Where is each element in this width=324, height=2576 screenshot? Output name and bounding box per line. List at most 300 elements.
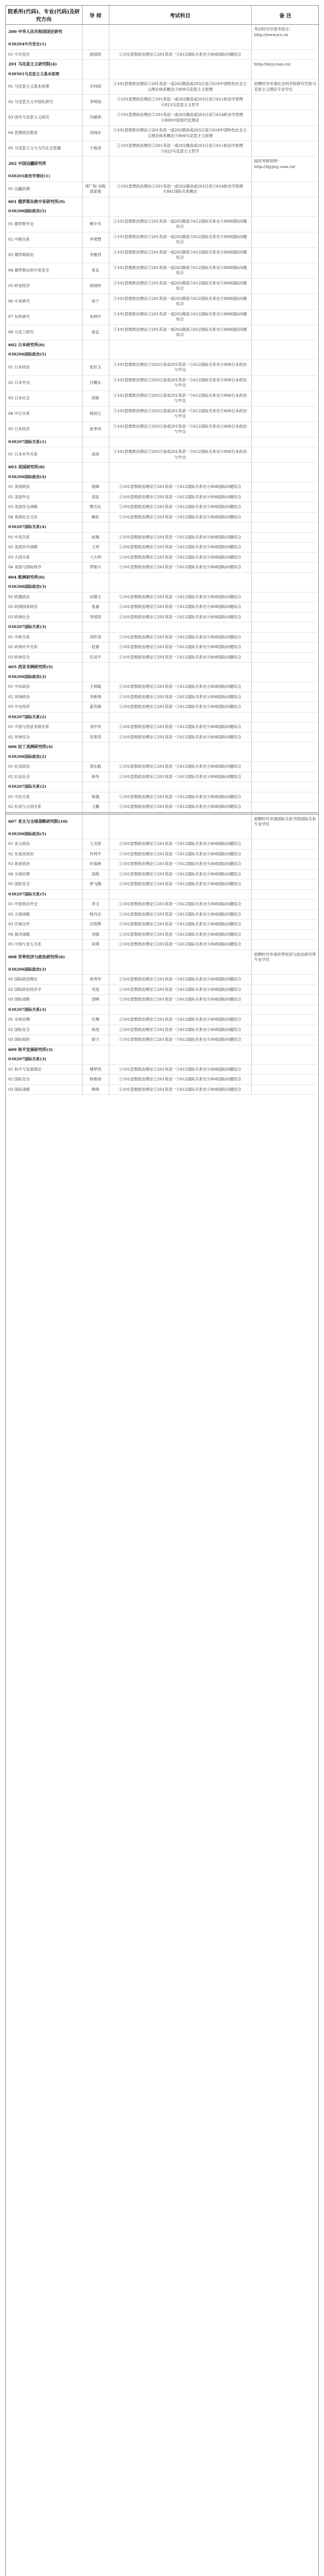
remarks-cell — [251, 742, 319, 752]
department-row — [6, 663, 319, 672]
remarks-cell — [251, 543, 319, 553]
unit-cell: 02 非洲政治 — [6, 692, 82, 702]
supervisor-cell — [82, 463, 109, 472]
table-row — [6, 869, 319, 879]
exam-cell: ①101思想政治理论②201英语一③612国际关系史④808国际问题综合 — [109, 632, 251, 642]
supervisor-cell: 袁征 — [82, 492, 109, 502]
unit-cell: 07 东欧研究 — [6, 309, 82, 325]
exam-cell: ①101思想政治理论②201英语一③612国际关系史④808国际问题综合 — [109, 940, 251, 950]
remarks-cell — [251, 563, 319, 573]
supervisor-cell: 姜英梅 — [82, 702, 109, 713]
exam-cell: ①101思想政治理论②203日语或201英语一③612国际关系史④808日本政治与外交 — [109, 360, 251, 375]
supervisor-cell — [82, 157, 109, 172]
remarks-cell — [251, 375, 319, 391]
unit-cell: 030206国际政治(3) — [6, 672, 82, 682]
remarks-cell — [251, 642, 319, 653]
remarks-cell — [251, 1025, 319, 1035]
supervisor-cell: 樊吉社 — [82, 502, 109, 513]
table-row — [6, 391, 319, 406]
department-row — [6, 157, 319, 172]
department-row — [6, 742, 319, 752]
remarks-cell — [251, 672, 319, 682]
remarks-cell — [251, 1045, 319, 1055]
exam-cell: ①101思想政治理论②201英语一③612国际关系史④808国际问题综合 — [109, 682, 251, 692]
supervisor-cell — [82, 172, 109, 181]
unit-cell: 030207国际关系(5) — [6, 889, 82, 900]
unit-cell: 02 国际安全 — [6, 1075, 82, 1085]
exam-cell: ①101思想政治理论②201英语一③612国际关系史④808国际问题综合 — [109, 1075, 251, 1085]
exam-cell: ①101思想政治理论②201英语一③612国际关系史④808国际问题综合 — [109, 722, 251, 733]
table-row — [6, 772, 319, 782]
supervisor-cell: 姬虹 — [82, 512, 109, 522]
supervisor-cell — [82, 1005, 109, 1015]
remarks-cell — [251, 197, 319, 207]
supervisor-cell: 曲国凯 — [82, 49, 109, 60]
unit-cell: 03 国外马克思主义研究 — [6, 110, 82, 126]
unit-cell: 030206国际政治(5) — [6, 207, 82, 216]
major-row — [6, 172, 319, 181]
table-row — [6, 294, 319, 309]
remarks-cell: http://myy.cssn.cn/ — [254, 62, 291, 66]
supervisor-cell — [82, 197, 109, 207]
table-row — [6, 702, 319, 713]
unit-cell: 02 欧洲对外关系 — [6, 642, 82, 653]
remarks-cell — [251, 263, 319, 278]
table-row — [6, 552, 319, 563]
header-row — [6, 6, 319, 25]
table-row — [6, 642, 319, 653]
table-row — [6, 762, 319, 772]
table-row — [6, 447, 319, 463]
unit-cell: 01 日本政治 — [6, 360, 82, 375]
exam-cell — [109, 1005, 251, 1015]
department-row — [6, 950, 319, 965]
unit-cell: 607 亚太与全球战略研究院(10) — [6, 815, 82, 829]
unit-cell: 030206国际政治(3) — [6, 965, 82, 975]
table-row — [6, 532, 319, 543]
unit-cell: 03 大国关系 — [6, 552, 82, 563]
supervisor-cell — [82, 663, 109, 672]
unit-cell: 02 拉美与大国关系 — [6, 802, 82, 812]
remarks-cell — [251, 216, 319, 232]
exam-cell: ①101思想政治理论②201英语一③612国际关系史④808国际问题综合 — [109, 909, 251, 920]
exam-cell: ①101思想政治理论②201英语一③612国际关系史④808国际问题综合 — [109, 642, 251, 653]
unit-cell: 202 中国边疆研究所 — [6, 157, 82, 172]
supervisor-cell: 罗振兴 — [82, 563, 109, 573]
exam-cell: ①101思想政治理论②201英语一③612国际关系史④808国际问题综合 — [109, 543, 251, 553]
supervisor-cell — [82, 582, 109, 592]
table-row — [6, 920, 319, 930]
supervisor-cell — [82, 712, 109, 722]
unit-cell: 01 欧盟政治 — [6, 592, 82, 602]
table-row — [6, 632, 319, 642]
exam-cell: ①101思想政治理论②201英语一③612国际关系史④808国际问题综合 — [109, 762, 251, 772]
remarks-cell — [251, 552, 319, 563]
supervisor-cell: 辛向阳 — [82, 79, 109, 95]
unit-cell: 01 国际政治理论 — [6, 975, 82, 985]
remarks-cell — [251, 652, 319, 663]
remarks-cell — [251, 612, 319, 622]
exam-cell: ①101思想政治理论②201英语一③612国际关系史④808国际问题综合 — [109, 732, 251, 742]
remarks-cell — [251, 920, 319, 930]
supervisor-cell: 李雅君 — [82, 247, 109, 263]
supervisor-cell — [82, 950, 109, 965]
table-row — [6, 216, 319, 232]
supervisor-cell — [82, 207, 109, 216]
supervisor-cell: 吕耀东 — [82, 375, 109, 391]
unit-cell: 601 俄罗斯东欧中亚研究所(9) — [6, 197, 82, 207]
supervisor-cell — [82, 25, 109, 40]
unit-cell: 030207国际关系(2) — [6, 782, 82, 792]
major-row — [6, 437, 319, 447]
unit-cell: 01 俄罗斯外交 — [6, 216, 82, 232]
unit-cell: 030501马克思主义基本原理 — [6, 70, 82, 79]
exam-cell: ①101思想政治理论②201英语一③612国际关系史④808国际问题综合 — [109, 482, 251, 493]
unit-cell: 05 中国与亚太关系 — [6, 940, 82, 950]
unit-cell: 05 欧亚经济 — [6, 278, 82, 294]
unit-cell: 030207国际关系(3) — [6, 622, 82, 633]
remarks-cell — [251, 849, 319, 859]
table-row — [6, 732, 319, 742]
remarks-cell — [251, 421, 319, 437]
unit-cell: 030206国际政治(2) — [6, 752, 82, 762]
unit-cell: 605 西亚非洲研究所(5) — [6, 663, 82, 672]
supervisor-cell: 韩锋 — [82, 1084, 109, 1095]
exam-cell — [109, 829, 251, 839]
unit-cell: 01 亚太政治 — [6, 839, 82, 850]
exam-cell — [109, 782, 251, 792]
remarks-cell — [251, 110, 319, 126]
supervisor-cell: 杨希雨 — [82, 1075, 109, 1085]
unit-cell: 03 日本社会 — [6, 391, 82, 406]
table-row — [6, 849, 319, 859]
supervisor-cell: 朱锋 — [82, 940, 109, 950]
remarks-cell — [251, 522, 319, 533]
unit-cell: 603 美国研究所(8) — [6, 463, 82, 472]
unit-cell: 04 中日关系 — [6, 406, 82, 421]
supervisor-cell — [82, 742, 109, 752]
table-row — [6, 141, 319, 157]
exam-cell: ①101思想政治理论②201英语一或202俄语③612国际关系史④808国际问题综合 — [109, 309, 251, 325]
major-row — [6, 889, 319, 900]
supervisor-cell: 张季风 — [82, 421, 109, 437]
unit-cell: 03 南亚政治 — [6, 859, 82, 870]
exam-cell: ①101思想政治理论②201英语一③612国际关系史④808国际问题综合 — [109, 1025, 251, 1035]
exam-cell: ①101思想政治理论②203日语或201英语一③612国际关系史④808日本政治与外交 — [109, 447, 251, 463]
remarks-cell — [251, 350, 319, 360]
unit-cell: 04 思想政治教育 — [6, 126, 82, 141]
remarks-cell — [251, 95, 319, 110]
remarks-cell — [251, 929, 319, 940]
table-body-part-2 — [6, 815, 319, 1095]
exam-cell: ①101思想政治理论②201英语一③612国际关系史④808国际问题综合 — [109, 602, 251, 613]
unit-cell: 02 美国对外战略 — [6, 543, 82, 553]
major-row — [6, 1005, 319, 1015]
exam-cell: ①101思想政治理论②201英语一③612国际关系史④808国际问题综合 — [109, 692, 251, 702]
supervisor-cell: 张弘 — [82, 263, 109, 278]
exam-cell — [109, 572, 251, 582]
department-row — [6, 25, 319, 40]
table-row — [6, 692, 319, 702]
unit-cell: 02 非洲安全 — [6, 732, 82, 742]
table-row — [6, 421, 319, 437]
remarks-cell — [251, 722, 319, 733]
unit-cell: 04 美国社会文化 — [6, 512, 82, 522]
remarks-cell — [251, 482, 319, 493]
table-row — [6, 79, 319, 95]
exam-cell: ①101思想政治理论②201英语一或202俄语或203日语③614政治学原理④841国际关系概论 — [109, 181, 251, 197]
unit-cell: 01 美国政治 — [6, 482, 82, 493]
supervisor-cell: 高程 — [82, 869, 109, 879]
remarks-cell — [251, 762, 319, 772]
unit-cell: 01 拉美政治 — [6, 762, 82, 772]
table-row — [6, 406, 319, 421]
unit-cell: 02 国际政治经济学 — [6, 985, 82, 995]
table-row — [6, 879, 319, 890]
remarks-cell — [251, 582, 319, 592]
supervisor-cell: 薛力 — [82, 1035, 109, 1045]
supervisor-cell: 赵晨 — [82, 642, 109, 653]
remarks-cell — [251, 792, 319, 802]
exam-cell: ①101思想政治理论②201英语一③612国际关系史④808国际问题综合 — [109, 995, 251, 1005]
table-row — [6, 95, 319, 110]
unit-cell: 02 日本外交 — [6, 375, 82, 391]
department-row — [6, 572, 319, 582]
exam-cell: ①101思想政治理论②201英语一③612国际关系史④808国际问题综合 — [109, 702, 251, 713]
supervisor-cell: 李勇慧 — [82, 232, 109, 247]
exam-cell: ①101思想政治理论②201英语一或202俄语③612国际关系史④808国际问题综合 — [109, 247, 251, 263]
remarks-cell — [251, 309, 319, 325]
supervisor-cell — [82, 522, 109, 533]
remarks-cell — [251, 802, 319, 812]
exam-cell: ①101思想政治理论②201英语一③612国际关系史④808国际问题综合 — [109, 792, 251, 802]
exam-cell: ①101思想政治理论②203日语或201英语一③612国际关系史④808日本政治与外交 — [109, 421, 251, 437]
supervisor-cell: 杨丹志 — [82, 909, 109, 920]
remarks-cell — [251, 294, 319, 309]
supervisor-cell: 杨伯江 — [82, 406, 109, 421]
unit-cell: 02 大国战略 — [6, 909, 82, 920]
table-row — [6, 1084, 319, 1095]
remarks-cell — [251, 1055, 319, 1064]
supervisor-cell: 柴瑜 — [82, 792, 109, 802]
remarks-cell — [251, 965, 319, 975]
unit-cell: 030207国际关系(4) — [6, 522, 82, 533]
supervisor-cell: 倪峰 — [82, 482, 109, 493]
department-row — [6, 463, 319, 472]
exam-cell — [109, 472, 251, 482]
table-row — [6, 502, 319, 513]
remarks-cell — [251, 869, 319, 879]
supervisor-cell: 张弘 — [82, 325, 109, 340]
table-row — [6, 1015, 319, 1025]
remarks-cell — [251, 1005, 319, 1015]
major-row — [6, 829, 319, 839]
remarks-cell — [251, 692, 319, 702]
unit-cell: 02 欧洲国家政治 — [6, 602, 82, 613]
supervisor-cell: 安春英 — [82, 732, 109, 742]
table-body-part-1 — [6, 25, 319, 812]
remarks-cell: 招聘时可申请社会科学院研究生院马克思主义理论专业学位 — [251, 79, 319, 95]
table-row — [6, 602, 319, 613]
exam-cell: ①101思想政治理论②201英语一③612国际关系史④808国际问题综合 — [109, 929, 251, 940]
supervisor-cell: 胡澎 — [82, 391, 109, 406]
supervisor-cell — [82, 40, 109, 49]
remarks-cell — [251, 663, 319, 672]
unit-cell: 02 国际安全 — [6, 1025, 82, 1035]
exam-cell — [109, 950, 251, 965]
supervisor-cell: 李明灿 — [82, 95, 109, 110]
table-row — [6, 375, 319, 391]
remarks-cell — [251, 447, 319, 463]
supervisor-cell: 刁大明 — [82, 552, 109, 563]
unit-cell: 03 欧洲安全 — [6, 652, 82, 663]
major-row — [6, 522, 319, 533]
table-row — [6, 1035, 319, 1045]
remarks-cell — [251, 360, 319, 375]
remarks-cell — [251, 278, 319, 294]
unit-cell: 030206国际政治(3) — [6, 582, 82, 592]
exam-cell: ①101思想政治理论②201英语一③612国际关系史④808国际问题综合 — [109, 839, 251, 850]
remarks-cell — [251, 232, 319, 247]
remarks-cell — [251, 512, 319, 522]
remarks-cell — [251, 1064, 319, 1075]
remarks-cell — [251, 975, 319, 985]
exam-cell — [109, 157, 251, 172]
unit-cell: 05 马克思主义与当代社会思潮 — [6, 141, 82, 157]
exam-cell — [109, 752, 251, 762]
supervisor-cell — [82, 70, 109, 79]
supervisor-cell: 朱晓中 — [82, 309, 109, 325]
unit-cell: 030207国际关系(3) — [6, 1005, 82, 1015]
unit-cell: 03 中东经济 — [6, 702, 82, 713]
remarks-cell — [251, 995, 319, 1005]
supervisor-cell — [82, 1045, 109, 1055]
table-row — [6, 985, 319, 995]
exam-cell — [109, 742, 251, 752]
unit-cell: 01 马克思主义基本原理 — [6, 79, 82, 95]
table-row — [6, 512, 319, 522]
table-row — [6, 1064, 319, 1075]
table-row — [6, 543, 319, 553]
remarks-cell — [251, 325, 319, 340]
unit-cell: 604 欧洲研究所(6) — [6, 572, 82, 582]
exam-cell — [109, 622, 251, 633]
supervisor-cell: 张宁 — [82, 294, 109, 309]
supervisor-cell: 邢广程 刘俊 邵家骏 — [82, 181, 109, 197]
exam-cell: ①101思想政治理论②201英语一③612国际关系史④808国际问题综合 — [109, 802, 251, 812]
unit-cell: 01 中欧关系 — [6, 632, 82, 642]
table-row — [6, 492, 319, 502]
unit-cell: 01 中共党史 — [6, 49, 82, 60]
unit-cell: 02 中俄关系 — [6, 232, 82, 247]
table-row — [6, 309, 319, 325]
supervisor-cell — [82, 672, 109, 682]
exam-cell: ①101思想政治理论②201英语一③612国际关系史④808国际问题综合 — [109, 492, 251, 502]
major-row — [6, 1055, 319, 1064]
supervisor-cell — [82, 60, 109, 70]
exam-cell: ①101思想政治理论②201英语一或202俄语或203日语③618中国特色社会主义理论体系概论④809马克思主义原理 — [109, 126, 251, 141]
table-row — [6, 278, 319, 294]
exam-cell: ①101思想政治理论②201英语一或202俄语或203日语③614政治学原理④809中国现代化理论 — [109, 110, 251, 126]
exam-cell — [109, 172, 251, 181]
exam-cell: ①101思想政治理论②201英语一③612国际关系史④808国际问题综合 — [109, 1035, 251, 1045]
unit-cell: 03 国际战略 — [6, 995, 82, 1005]
table-row — [6, 482, 319, 493]
unit-cell: 201 马克思主义研究院(4) — [6, 60, 82, 70]
exam-cell — [109, 60, 251, 70]
supervisor-cell: 徐秀军 — [82, 975, 109, 985]
exam-cell: ①101思想政治理论②201英语一或202俄语③612国际关系史④808国际问题综合 — [109, 278, 251, 294]
major-row — [6, 582, 319, 592]
exam-cell: ①101思想政治理论②201英语一③612国际关系史④808国际问题综合 — [109, 975, 251, 985]
remarks-cell — [251, 340, 319, 350]
remarks-cell — [251, 1015, 319, 1025]
catalog-table — [6, 6, 319, 812]
exam-cell — [109, 197, 251, 207]
remarks-cell — [251, 472, 319, 482]
supervisor-cell — [82, 350, 109, 360]
unit-cell: 030207国际关系(2) — [6, 712, 82, 722]
remarks-cell — [251, 859, 319, 870]
unit-cell: 02 东南亚政治 — [6, 849, 82, 859]
table-row — [6, 49, 319, 60]
table-row — [6, 940, 319, 950]
header-unit: 院系所(代码)、专业(代码)及研究方向 — [6, 6, 82, 25]
supervisor-cell: 徐进 — [82, 1025, 109, 1035]
remarks-cell — [251, 126, 319, 141]
unit-cell: 05 国际安全 — [6, 879, 82, 890]
unit-cell: 01 中国周边外交 — [6, 900, 82, 910]
exam-cell: ①101思想政治理论②201英语一③612国际关系史④808国际问题综合 — [109, 652, 251, 663]
major-row — [6, 207, 319, 216]
exam-cell: ①101思想政治理论②201英语一③612国际关系史④808国际问题综合 — [109, 592, 251, 602]
exam-cell: ①101思想政治理论②201英语一③612国际关系史④808国际问题综合 — [109, 772, 251, 782]
unit-cell: 01 中拉关系 — [6, 792, 82, 802]
unit-cell: 01 日本对外关系 — [6, 447, 82, 463]
exam-cell — [109, 582, 251, 592]
exam-cell — [109, 522, 251, 533]
remarks-cell — [251, 900, 319, 910]
remarks-cell — [251, 391, 319, 406]
table-row — [6, 682, 319, 692]
supervisor-cell: 李新烽 — [82, 692, 109, 702]
remarks-cell — [251, 752, 319, 762]
supervisor-cell: 刘强 — [82, 929, 109, 940]
table-row — [6, 126, 319, 141]
supervisor-cell: 邓纯东 — [82, 126, 109, 141]
remarks-cell: 考试时可任选考语言：http://www.ics.cn — [254, 27, 293, 37]
remarks-cell — [251, 985, 319, 995]
supervisor-cell: 李文 — [82, 900, 109, 910]
remarks-cell — [251, 532, 319, 543]
unit-cell: 02 美国外交 — [6, 492, 82, 502]
unit-cell: 609 和平发展研究所(3) — [6, 1045, 82, 1055]
unit-cell: 030207国际关系(1) — [6, 437, 82, 447]
remarks-cell — [251, 1084, 319, 1095]
exam-cell — [109, 663, 251, 672]
supervisor-cell: 柳丰华 — [82, 216, 109, 232]
remarks-cell: 面试考研说明：http://bjyjsyj.cass.cn/ — [254, 159, 296, 169]
unit-cell: 03 国际战略 — [6, 1084, 82, 1095]
remarks-cell — [251, 632, 319, 642]
supervisor-cell: 王林聪 — [82, 682, 109, 692]
exam-cell: ①101思想政治理论②201英语一或202俄语或203日语③611政治学原理④823马克思主义哲学 — [109, 141, 251, 157]
remarks-cell — [251, 181, 319, 197]
unit-cell: 02 拉美社会 — [6, 772, 82, 782]
major-row — [6, 472, 319, 482]
unit-cell: 602 日本研究所(6) — [6, 340, 82, 350]
unit-cell: 01 中国与西亚非洲关系 — [6, 722, 82, 733]
